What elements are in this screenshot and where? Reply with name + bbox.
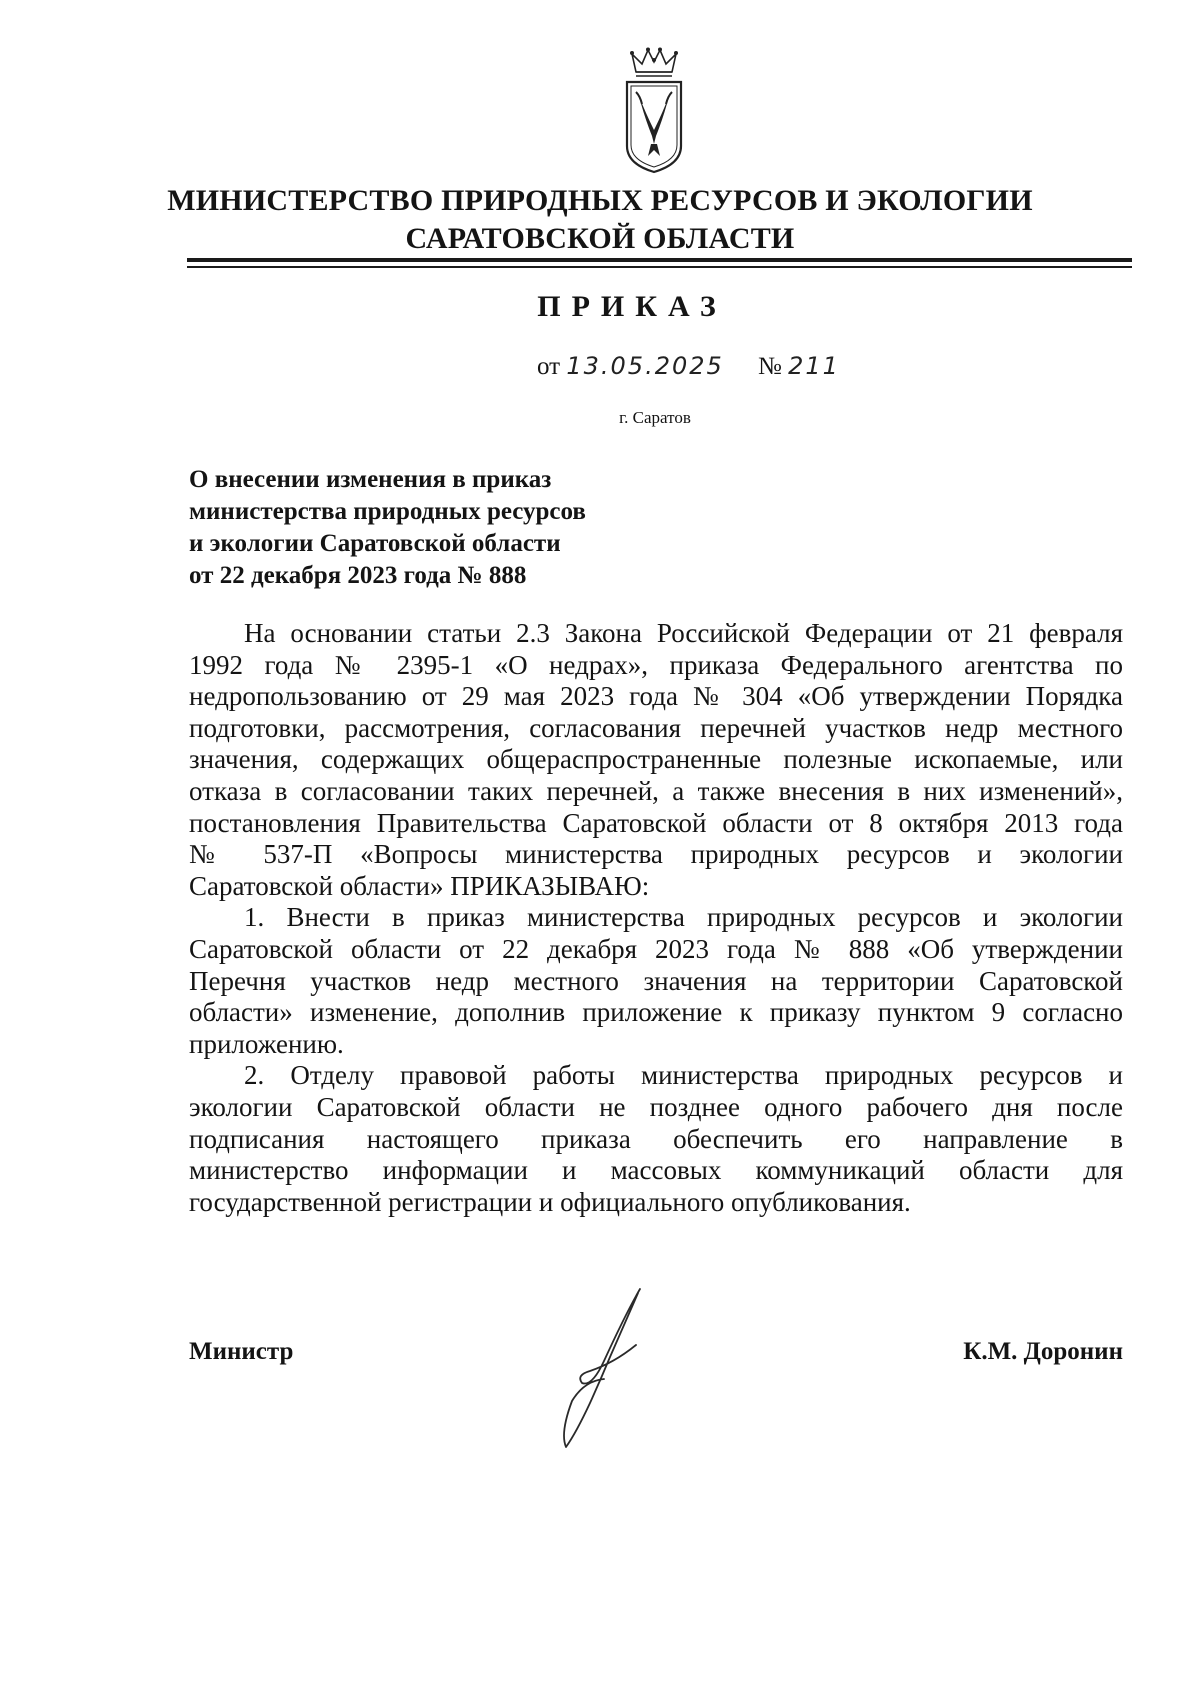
body-line: Саратовской области» ПРИКАЗЫВАЮ:: [189, 870, 650, 901]
body-line: недропользованию от 29 мая 2023 года № 304 «Об утверждении Порядка: [189, 681, 1123, 712]
subject-line: министерства природных ресурсов: [189, 498, 586, 525]
subject-line: О внесении изменения в приказ: [189, 466, 552, 493]
body-line: приложению.: [189, 1028, 344, 1059]
body-line: На основании статьи 2.3 Закона Российской Федерации от 21 февраля: [244, 618, 1123, 648]
body-line: подготовки, рассмотрения, согласования перечней участков недр местного: [189, 712, 1123, 743]
order-subject: [189, 464, 709, 592]
body-line: № 537-П «Вопросы министерства природных ресурсов и экологии: [189, 839, 1123, 870]
number-sign: №: [758, 353, 782, 380]
header-divider-thin: [187, 266, 1132, 268]
order-body: [189, 618, 1123, 1218]
header-divider-thick: [187, 258, 1132, 262]
body-line: 2. Отделу правовой работы министерства природных ресурсов и: [244, 1060, 1123, 1091]
saratov-coat-of-arms-icon: [622, 46, 686, 174]
body-line: 1992 года № 2395-1 «О недрах», приказа Федерального агентства по: [189, 649, 1123, 680]
date-prefix: от: [537, 353, 561, 380]
body-line: Саратовской области от 22 декабря 2023 года № 888 «Об утверждении: [189, 933, 1123, 964]
body-line: значения, содержащих общераспространенные полезные ископаемые, или: [189, 744, 1123, 775]
body-line: 1. Внести в приказ министерства природных ресурсов и экологии: [244, 902, 1123, 933]
body-line: области» изменение, дополнив приложение к приказу пунктом 9 согласно: [189, 997, 1123, 1028]
subject-line: и экологии Саратовской области: [189, 530, 561, 557]
city: г. Саратов: [619, 408, 691, 427]
ministry-name-line-1: МИНИСТЕРСТВО ПРИРОДНЫХ РЕСУРСОВ И ЭКОЛОГИИ: [167, 184, 1033, 217]
order-title: ПРИКАЗ: [537, 290, 727, 323]
body-line: подписания настоящего приказа обеспечить его направление в: [189, 1123, 1123, 1154]
body-line: экологии Саратовской области не позднее одного рабочего дня после: [189, 1091, 1123, 1122]
signatory-name: К.М. Доронин: [963, 1338, 1123, 1365]
body-line: министерство информации и массовых коммуникаций области для: [189, 1155, 1123, 1186]
signatory-position: Министр: [189, 1338, 294, 1365]
subject-line: от 22 декабря 2023 года № 888: [189, 562, 527, 589]
body-line: Перечня участков недр местного значения на территории Саратовской: [189, 965, 1123, 996]
order-date: 13.05.2025: [566, 352, 724, 380]
order-number: 211: [788, 352, 840, 380]
handwritten-signature: [540, 1283, 650, 1453]
ministry-name-line-2: САРАТОВСКОЙ ОБЛАСТИ: [405, 222, 795, 255]
ministry-name: [150, 182, 1050, 258]
body-line: постановления Правительства Саратовской области от 8 октября 2013 года: [189, 807, 1123, 838]
order-date-number: [537, 352, 840, 381]
body-line: государственной регистрации и официального опубликования.: [189, 1186, 911, 1217]
body-line: отказа в согласовании таких перечней, а также внесения в них изменений»,: [189, 775, 1123, 806]
